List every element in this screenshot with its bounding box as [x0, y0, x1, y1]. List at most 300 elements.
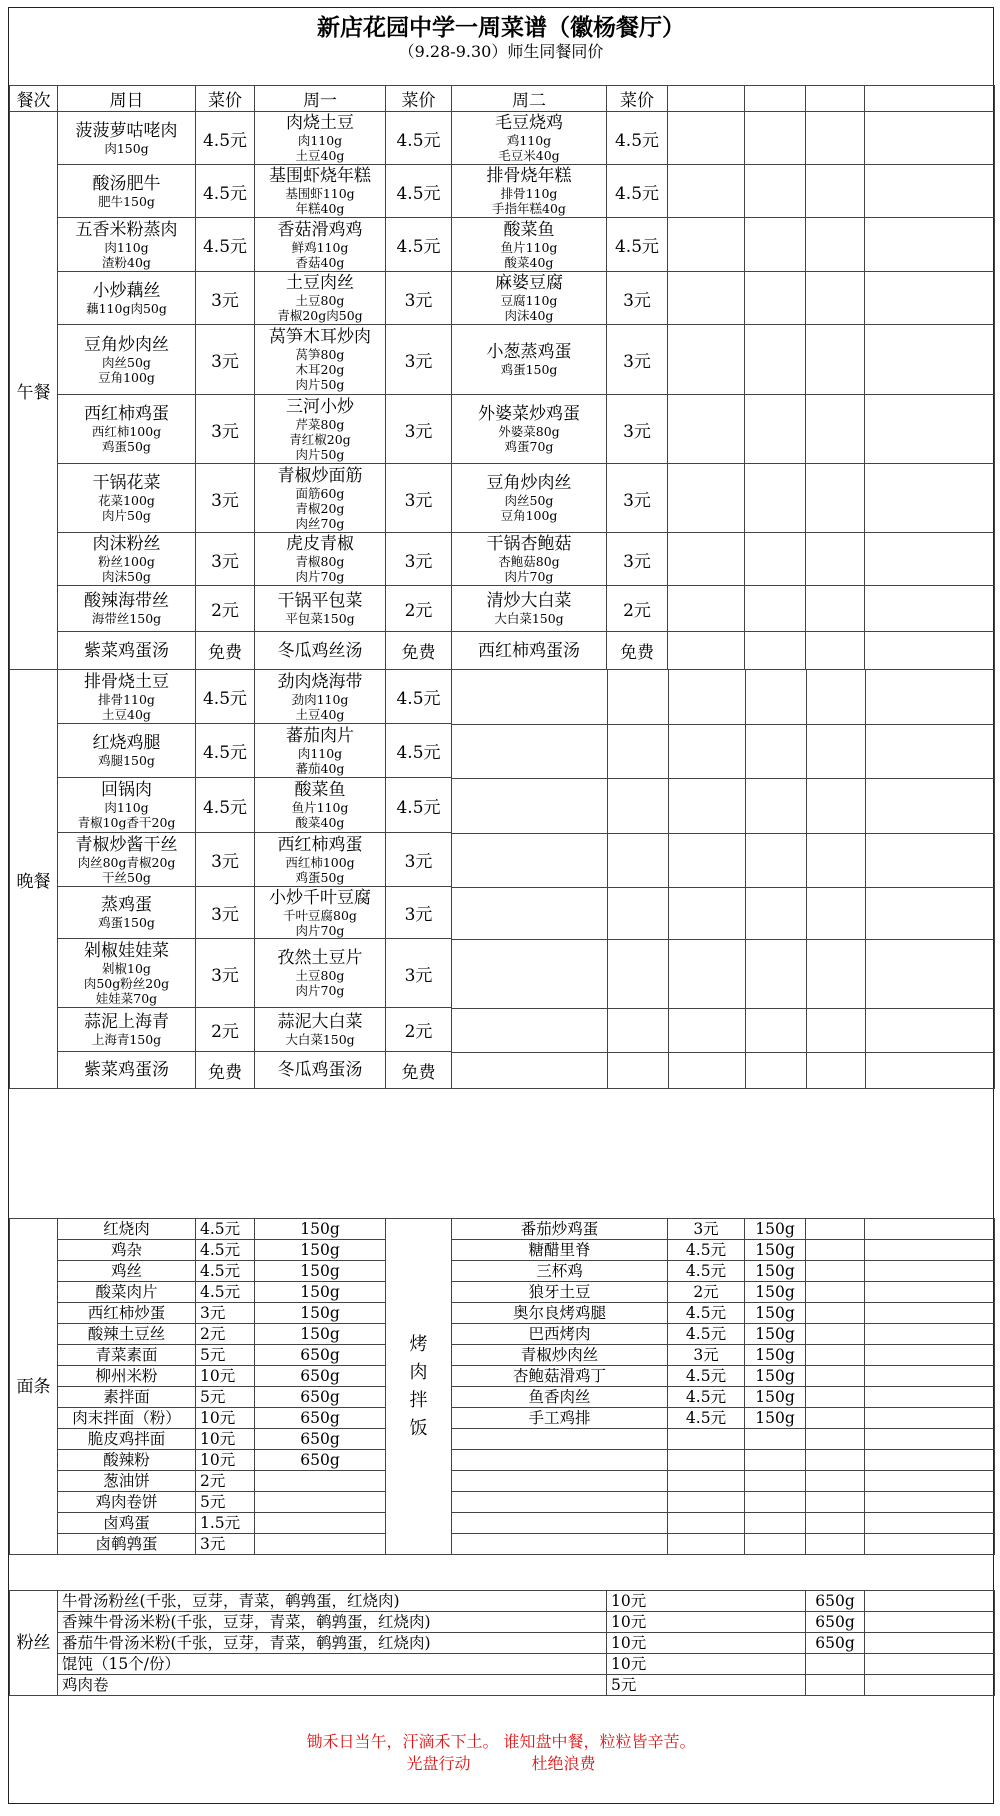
dish-cell-sun [58, 939, 196, 1008]
noodle-weight: 150g [255, 1240, 386, 1261]
noodle-row [10, 1450, 995, 1471]
dish-ingredient: 土豆40g [102, 706, 151, 722]
dish-price: 3元 [386, 395, 452, 464]
dish-ingredient: 面筋60g [295, 485, 345, 501]
dish-ingredient: 肉丝70g [295, 515, 345, 531]
dish-cell-mon [255, 533, 386, 586]
dish-ingredient: 排骨110g [500, 186, 558, 201]
dish-cell-mon [255, 272, 386, 325]
dish-ingredient: 花菜100g [98, 493, 155, 508]
col-sunday: 周日 [58, 86, 196, 112]
dish-cell-mon [255, 1052, 386, 1089]
dish-ingredient: 肉150g [104, 140, 149, 156]
dish-ingredient: 鸡蛋50g [295, 869, 345, 885]
grill-dish-price: 4.5元 [668, 1324, 745, 1345]
dish-ingredient: 肉丝80g青椒20g [77, 854, 176, 870]
dish-price: 3元 [196, 395, 255, 464]
dish-ingredient: 青椒20g [295, 500, 345, 516]
dish-ingredient: 土豆80g [295, 968, 345, 983]
dish-ingredient: 肉丝50g [504, 493, 554, 508]
dish-ingredient: 肉沫50g [102, 569, 151, 584]
dish-name: 小炒千叶豆腐 [269, 887, 371, 908]
noodle-row [10, 1534, 995, 1555]
dish-name: 冬瓜鸡蛋汤 [277, 1060, 363, 1080]
dish-name: 紫菜鸡蛋汤 [84, 1060, 169, 1080]
header-row [10, 86, 995, 112]
dish-cell-mon [255, 887, 386, 939]
dish-ingredient: 千叶豆腐80g [283, 907, 357, 923]
dish-name: 外婆菜炒鸡蛋 [478, 404, 580, 424]
grill-dish-name: 鱼香肉丝 [452, 1387, 668, 1408]
noodle-name: 鸡肉卷饼 [58, 1492, 196, 1513]
lunch-row [10, 218, 995, 272]
dish-price: 4.5元 [386, 112, 452, 165]
noodle-price: 1.5元 [196, 1513, 255, 1534]
grill-dish-weight: 150g [745, 1324, 806, 1345]
dish-cell-sun [58, 632, 196, 670]
noodle-price: 3元 [196, 1534, 255, 1555]
section-label-noodles: 面条 [10, 1219, 58, 1555]
dish-ingredient: 土豆80g [295, 293, 345, 308]
dish-price: 4.5元 [607, 112, 668, 165]
noodle-row [10, 1261, 995, 1282]
page-subtitle: （9.28-9.30）师生同餐同价 [398, 42, 604, 61]
noodle-row [10, 1324, 995, 1345]
fensi-weight: 650g [806, 1591, 865, 1612]
dish-name: 肉沫粉丝 [92, 534, 161, 554]
grill-dish-price: 4.5元 [668, 1240, 745, 1261]
dish-ingredient: 木耳20g [295, 362, 345, 377]
grill-dish-name: 狼牙土豆 [452, 1282, 668, 1303]
grill-dish-weight: 150g [745, 1219, 806, 1240]
dish-ingredient: 莴笋80g [295, 347, 345, 362]
noodle-weight: 650g [255, 1450, 386, 1471]
dish-price: 3元 [196, 833, 255, 887]
noodle-price: 10元 [196, 1366, 255, 1387]
grill-dish-price: 3元 [668, 1219, 745, 1240]
dish-name: 酸汤肥牛 [92, 173, 161, 194]
grill-dish-weight: 150g [745, 1282, 806, 1303]
grill-dish-weight: 150g [745, 1261, 806, 1282]
dish-name: 西红柿鸡蛋 [277, 834, 363, 855]
noodle-row [10, 1513, 995, 1534]
noodle-price: 10元 [196, 1429, 255, 1450]
grill-dish-weight: 150g [745, 1303, 806, 1324]
grill-dish-name: 杏鲍菇滑鸡丁 [452, 1366, 668, 1387]
noodle-name: 鸡丝 [58, 1261, 196, 1282]
dish-price: 2元 [196, 1008, 255, 1052]
dish-cell-mon [255, 165, 386, 218]
dish-ingredient: 肉片70g [504, 569, 554, 584]
dish-ingredient: 劲肉110g [291, 691, 349, 707]
dish-name: 五香米粉蒸肉 [75, 219, 178, 240]
fensi-price: 10元 [607, 1633, 806, 1654]
noodle-price: 4.5元 [196, 1282, 255, 1303]
lunch-row [10, 325, 995, 395]
dish-ingredient: 毛豆米40g [498, 148, 560, 163]
dish-name: 剁椒娃娃菜 [84, 940, 169, 961]
dish-name: 孜然土豆片 [277, 948, 363, 968]
dish-ingredient: 芹菜80g [295, 416, 345, 432]
grill-dish-price: 4.5元 [668, 1387, 745, 1408]
fensi-weight: 650g [806, 1612, 865, 1633]
slogan-clean-plate: 光盘行动 [406, 1754, 471, 1773]
dish-price: 3元 [386, 464, 452, 533]
dish-ingredient: 年糕40g [295, 201, 345, 216]
dish-cell-tue [452, 112, 607, 165]
dish-cell-mon [255, 632, 386, 670]
grill-dish-name: 巴西烤肉 [452, 1324, 668, 1345]
col-tuesday-price: 菜价 [607, 86, 668, 112]
lunch-row [10, 395, 995, 464]
dish-cell-tue [452, 586, 607, 632]
dish-ingredient: 娃娃菜70g [95, 990, 158, 1006]
dish-cell-sun [58, 395, 196, 464]
dish-name: 酸菜鱼 [503, 219, 555, 240]
dish-price: 4.5元 [196, 778, 255, 833]
dish-cell-sun [58, 112, 196, 165]
fensi-weight [806, 1654, 865, 1675]
noodle-weight: 650g [255, 1345, 386, 1366]
dish-price: 3元 [607, 325, 668, 395]
grill-dish-name: 三杯鸡 [452, 1261, 668, 1282]
dish-name: 菠菠萝咕咾肉 [75, 120, 178, 141]
dish-price: 3元 [386, 325, 452, 395]
grill-dish-name: 糖醋里脊 [452, 1240, 668, 1261]
dish-price: 3元 [386, 833, 452, 887]
dish-price: 免费 [386, 632, 452, 670]
grill-rice-label [386, 1219, 452, 1555]
noodle-name: 肉末拌面（粉） [58, 1408, 196, 1429]
dinner-empty-area [452, 670, 995, 1089]
dish-ingredient: 肉110g [297, 133, 343, 148]
noodle-name: 红烧肉 [58, 1219, 196, 1240]
noodle-weight [255, 1492, 386, 1513]
dish-price: 4.5元 [386, 218, 452, 272]
dish-name: 三河小炒 [286, 396, 354, 417]
dish-name: 蒸鸡蛋 [101, 895, 152, 915]
dish-price: 3元 [386, 887, 452, 939]
dish-name: 青椒炒面筋 [277, 465, 363, 486]
noodle-weight [255, 1471, 386, 1492]
lunch-row [10, 632, 995, 670]
noodle-row [10, 1366, 995, 1387]
section-label-fensi: 粉丝 [10, 1591, 58, 1696]
dish-cell-mon [255, 778, 386, 833]
grill-dish-price: 4.5元 [668, 1303, 745, 1324]
noodle-weight: 150g [255, 1282, 386, 1303]
grill-dish-price: 4.5元 [668, 1366, 745, 1387]
dish-cell-sun [58, 778, 196, 833]
fensi-row [10, 1633, 995, 1654]
dish-name: 清炒大白菜 [486, 591, 572, 611]
dish-ingredient: 平包菜150g [285, 611, 355, 626]
dish-name: 排骨烧年糕 [486, 166, 572, 186]
dish-name: 西红柿鸡蛋 [84, 404, 169, 424]
dish-cell-sun [58, 464, 196, 533]
dish-ingredient: 豆角100g [500, 508, 558, 523]
dish-ingredient: 肉片70g [295, 922, 345, 938]
dish-cell-tue [452, 272, 607, 325]
dish-price: 2元 [386, 1008, 452, 1052]
dish-ingredient: 肉丝50g [102, 354, 151, 370]
noodle-price: 3元 [196, 1303, 255, 1324]
dish-cell-sun [58, 165, 196, 218]
noodle-row [10, 1345, 995, 1366]
dish-ingredient: 剁椒10g [102, 960, 151, 976]
fensi-name: 香辣牛骨汤米粉(千张，豆芽，青菜，鹌鹑蛋，红烧肉) [58, 1612, 607, 1633]
noodle-name: 酸菜肉片 [58, 1282, 196, 1303]
dish-ingredient: 杏鲍菇80g [498, 554, 560, 569]
noodle-name: 酸辣粉 [58, 1450, 196, 1471]
noodle-weight [255, 1513, 386, 1534]
dish-price: 2元 [607, 586, 668, 632]
dish-cell-mon [255, 939, 386, 1008]
dish-cell-mon [255, 464, 386, 533]
dish-price: 2元 [196, 586, 255, 632]
dish-price: 免费 [386, 1052, 452, 1089]
dish-price: 4.5元 [386, 724, 452, 778]
noodle-price: 4.5元 [196, 1240, 255, 1261]
dish-price: 3元 [196, 464, 255, 533]
dish-price: 3元 [386, 272, 452, 325]
lunch-row [10, 165, 995, 218]
dish-cell-mon [255, 1008, 386, 1052]
dish-name: 紫菜鸡蛋汤 [84, 640, 169, 661]
noodle-price: 10元 [196, 1408, 255, 1429]
grill-dish-price: 4.5元 [668, 1408, 745, 1429]
dish-name: 西红柿鸡蛋汤 [478, 640, 580, 661]
dish-ingredient: 土豆40g [295, 706, 345, 722]
dish-ingredient: 粉丝100g [98, 554, 155, 569]
dish-ingredient: 蕃茄40g [295, 760, 345, 776]
dish-ingredient: 青椒20g肉50g [277, 308, 363, 323]
col-monday-price: 菜价 [386, 86, 452, 112]
dish-price: 4.5元 [196, 670, 255, 724]
dish-ingredient: 大白菜150g [285, 1032, 355, 1047]
dish-price: 4.5元 [196, 165, 255, 218]
dish-name: 干锅杏鲍菇 [486, 534, 572, 554]
dish-ingredient: 肉片50g [102, 508, 151, 523]
dish-price: 3元 [196, 939, 255, 1008]
fensi-name: 鸡肉卷 [58, 1675, 607, 1696]
dish-cell-mon [255, 586, 386, 632]
dish-ingredient: 干丝50g [102, 869, 151, 885]
dish-ingredient: 肉片70g [295, 983, 345, 998]
dish-cell-sun [58, 586, 196, 632]
dish-price: 免费 [196, 632, 255, 670]
noodle-row [10, 1282, 995, 1303]
noodle-row [10, 1387, 995, 1408]
dish-ingredient: 酸菜40g [295, 815, 345, 830]
grill-dish-name: 奥尔良烤鸡腿 [452, 1303, 668, 1324]
dish-price: 3元 [196, 272, 255, 325]
noodle-weight: 650g [255, 1366, 386, 1387]
fensi-name: 牛骨汤粉丝(千张，豆芽，青菜，鹌鹑蛋，红烧肉) [58, 1591, 607, 1612]
noodle-weight: 150g [255, 1261, 386, 1282]
dish-price: 3元 [196, 533, 255, 586]
dish-ingredient: 鲜鸡110g [291, 239, 349, 255]
dish-price: 3元 [607, 272, 668, 325]
dish-ingredient: 鸡110g [506, 133, 552, 148]
dish-ingredient: 西红柿100g [91, 424, 162, 439]
grill-dish-name: 青椒炒肉丝 [452, 1345, 668, 1366]
noodle-name: 素拌面 [58, 1387, 196, 1408]
grill-dish-weight: 150g [745, 1408, 806, 1429]
dish-price: 3元 [386, 939, 452, 1008]
noodle-row [10, 1471, 995, 1492]
fensi-weight: 650g [806, 1633, 865, 1654]
dish-ingredient: 手指年糕40g [492, 201, 566, 216]
dish-name: 莴笋木耳炒肉 [269, 327, 371, 347]
dish-ingredient: 鸡蛋150g [98, 915, 155, 930]
dish-ingredient: 肉片70g [295, 569, 345, 584]
noodle-price: 5元 [196, 1387, 255, 1408]
lunch-row [10, 586, 995, 632]
fensi-price: 10元 [607, 1612, 806, 1633]
grill-dish-price: 3元 [668, 1345, 745, 1366]
page-title: 新店花园中学一周菜谱（徽杨餐厅） [317, 14, 685, 41]
dish-price: 3元 [607, 533, 668, 586]
dish-name: 土豆肉丝 [286, 273, 354, 293]
dish-ingredient: 肉110g [104, 239, 149, 255]
grill-dish-price: 4.5元 [668, 1261, 745, 1282]
dish-name: 青椒炒酱干丝 [75, 834, 178, 855]
dish-ingredient: 青红椒20g [289, 431, 351, 447]
noodle-weight: 150g [255, 1303, 386, 1324]
dish-cell-tue [452, 395, 607, 464]
dish-cell-sun [58, 1008, 196, 1052]
dish-ingredient: 青椒10g香干20g [77, 815, 176, 830]
dish-price: 4.5元 [196, 112, 255, 165]
dish-ingredient: 鸡蛋70g [504, 439, 554, 454]
dish-name: 排骨烧土豆 [84, 671, 169, 692]
dish-name: 香菇滑鸡鸡 [277, 219, 363, 240]
grill-dish-price: 2元 [668, 1282, 745, 1303]
dinner-row [10, 670, 995, 724]
dish-price: 3元 [386, 533, 452, 586]
dish-name: 蒜泥上海青 [84, 1012, 169, 1032]
fensi-table [9, 1590, 995, 1696]
grill-dish-name: 番茄炒鸡蛋 [452, 1219, 668, 1240]
grill-rice-text: 烤肉拌饭 [409, 1333, 428, 1439]
noodle-price: 2元 [196, 1471, 255, 1492]
grill-dish-weight: 150g [745, 1366, 806, 1387]
noodle-name: 酸辣土豆丝 [58, 1324, 196, 1345]
dish-ingredient: 香菇40g [295, 254, 345, 270]
fensi-price: 5元 [607, 1675, 806, 1696]
dish-price: 4.5元 [607, 218, 668, 272]
dish-ingredient: 海带丝150g [91, 611, 162, 626]
dish-cell-mon [255, 325, 386, 395]
dish-ingredient: 藕110g肉50g [86, 300, 167, 316]
noodle-price: 2元 [196, 1324, 255, 1345]
fensi-price: 10元 [607, 1591, 806, 1612]
slogan-no-waste: 杜绝浪费 [531, 1754, 596, 1773]
lunch-row [10, 112, 995, 165]
noodle-row [10, 1240, 995, 1261]
noodle-row [10, 1219, 995, 1240]
dish-cell-sun [58, 887, 196, 939]
menu-sheet [8, 7, 994, 1804]
dish-ingredient: 肉110g [297, 745, 343, 761]
noodle-name: 葱油饼 [58, 1471, 196, 1492]
grill-dish-weight: 150g [745, 1345, 806, 1366]
dish-price: 4.5元 [386, 165, 452, 218]
dish-name: 豆角炒肉丝 [84, 334, 169, 355]
noodle-row [10, 1408, 995, 1429]
dish-cell-sun [58, 325, 196, 395]
dish-ingredient: 西红柿100g [285, 854, 355, 870]
meal-label-dinner: 晚餐 [10, 670, 58, 1089]
fensi-name: 馄饨（15个/份） [58, 1654, 607, 1675]
dish-name: 酸辣海带丝 [84, 591, 169, 611]
noodle-name: 鸡杂 [58, 1240, 196, 1261]
dish-ingredient: 肉110g [104, 800, 149, 815]
dish-cell-tue [452, 165, 607, 218]
dish-ingredient: 豆腐110g [500, 293, 558, 308]
dish-ingredient: 青椒80g [295, 554, 345, 569]
dish-cell-mon [255, 833, 386, 887]
dish-ingredient: 土豆40g [295, 148, 345, 163]
dish-ingredient: 渣粉40g [102, 254, 151, 270]
dish-cell-mon [255, 724, 386, 778]
dish-cell-mon [255, 112, 386, 165]
dish-ingredient: 肉片50g [295, 377, 345, 392]
dish-name: 基围虾烧年糕 [269, 166, 371, 186]
col-sunday-price: 菜价 [196, 86, 255, 112]
dish-name: 回锅肉 [101, 780, 152, 800]
noodle-weight: 150g [255, 1219, 386, 1240]
dish-ingredient: 鸡蛋50g [102, 439, 151, 454]
footer-slogans [9, 1753, 993, 1775]
fensi-weight [806, 1675, 865, 1696]
dish-cell-tue [452, 464, 607, 533]
noodle-name: 脆皮鸡拌面 [58, 1429, 196, 1450]
dish-ingredient: 鱼片110g [500, 239, 558, 255]
dish-name: 小葱蒸鸡蛋 [486, 342, 572, 362]
noodle-price: 10元 [196, 1450, 255, 1471]
dish-cell-mon [255, 218, 386, 272]
dish-cell-mon [255, 395, 386, 464]
dish-cell-sun [58, 833, 196, 887]
fensi-row [10, 1675, 995, 1696]
dish-price: 2元 [386, 586, 452, 632]
dish-cell-sun [58, 1052, 196, 1089]
noodle-price: 5元 [196, 1345, 255, 1366]
meal-table [9, 85, 995, 1089]
dish-price: 4.5元 [386, 778, 452, 833]
dish-name: 蕃茄肉片 [286, 725, 354, 746]
dish-ingredient: 大白菜150g [494, 611, 564, 626]
noodle-row [10, 1429, 995, 1450]
noodle-name: 卤鹌鹑蛋 [58, 1534, 196, 1555]
dish-cell-sun [58, 533, 196, 586]
dish-ingredient: 肥牛150g [98, 193, 155, 209]
grill-dish-name: 手工鸡排 [452, 1408, 668, 1429]
dish-cell-tue [452, 533, 607, 586]
dish-price: 4.5元 [196, 218, 255, 272]
dish-cell-tue [452, 218, 607, 272]
lunch-row [10, 533, 995, 586]
dish-name: 小炒藕丝 [92, 280, 161, 301]
col-meal: 餐次 [10, 86, 58, 112]
noodle-price: 4.5元 [196, 1219, 255, 1240]
col-tuesday: 周二 [452, 86, 607, 112]
dish-price: 3元 [607, 464, 668, 533]
dish-name: 冬瓜鸡丝汤 [277, 640, 363, 661]
dish-price: 3元 [607, 395, 668, 464]
